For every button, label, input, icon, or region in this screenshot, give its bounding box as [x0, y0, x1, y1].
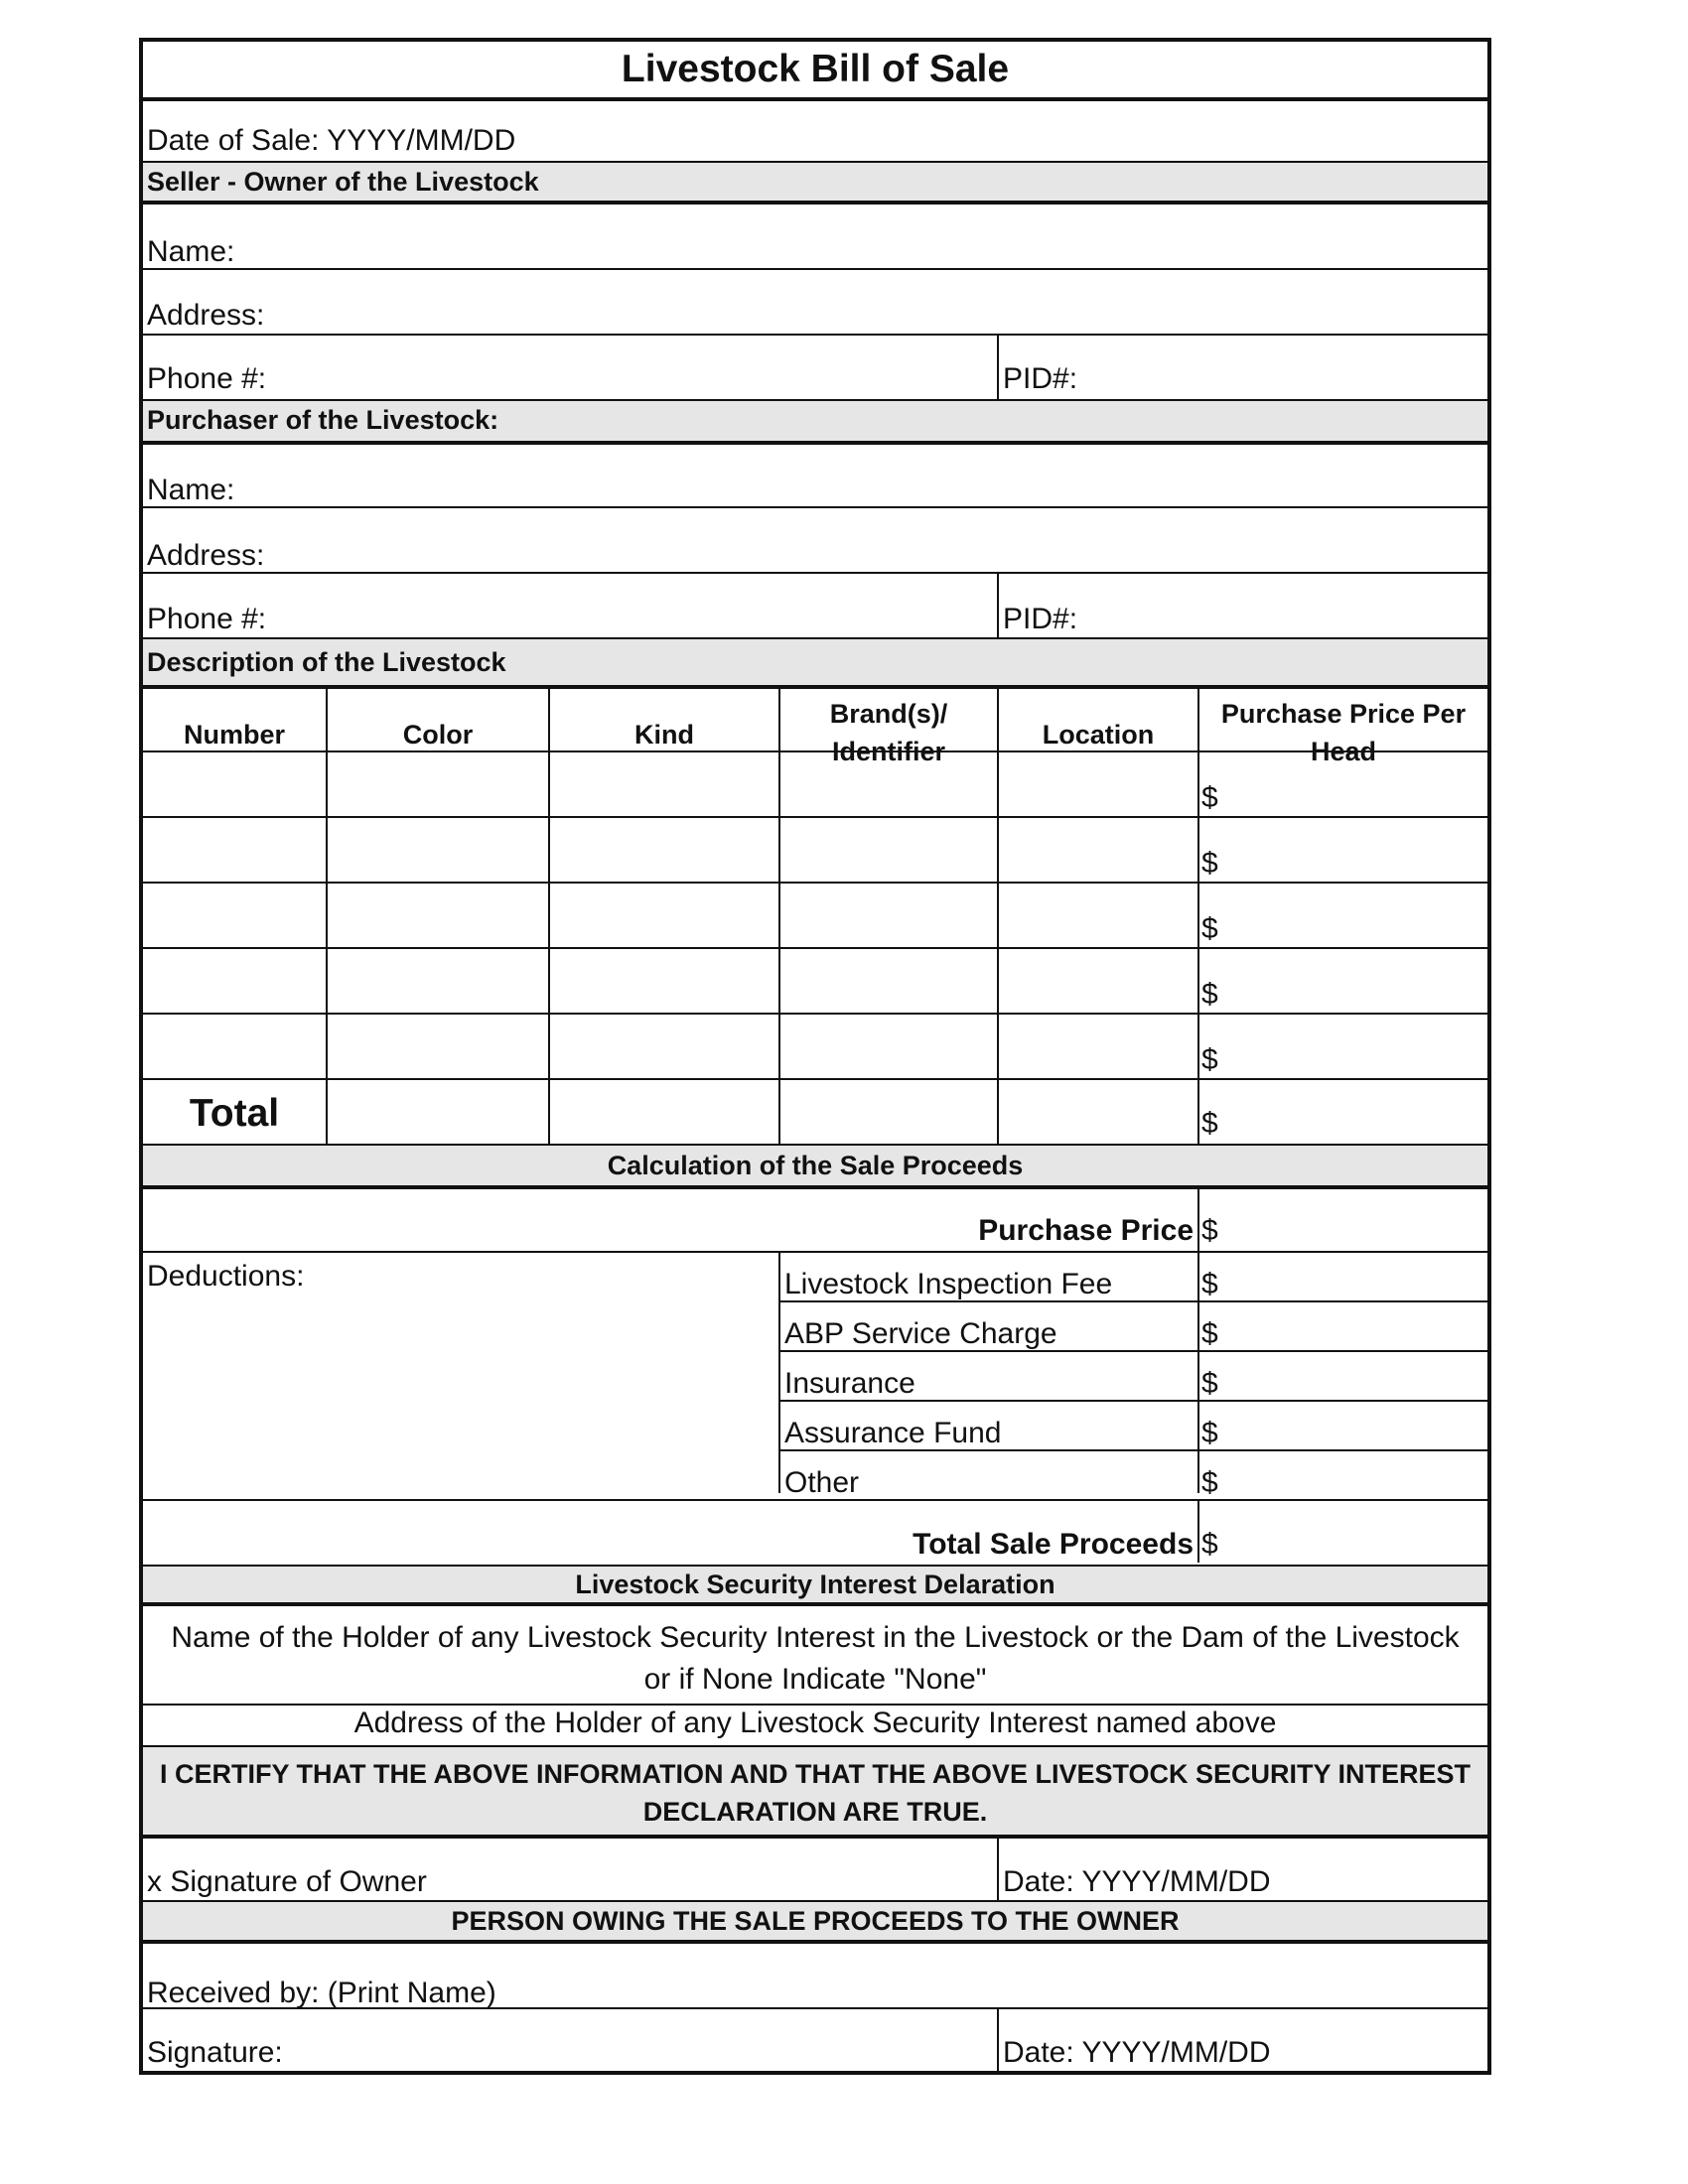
- calculation-header-label: Calculation of the Sale Proceeds: [607, 1151, 1024, 1180]
- owner-signature-label: x Signature of Owner: [147, 1865, 427, 1898]
- row4-location-input[interactable]: [1001, 951, 1196, 1011]
- col-header-brand-line2: Identifier: [831, 737, 945, 766]
- deduction-insurance-input[interactable]: [1225, 1354, 1483, 1398]
- total-sale-proceeds-currency: $: [1201, 1528, 1218, 1561]
- row3-brand-input[interactable]: [782, 886, 995, 945]
- receipt-date-label: Date: YYYY/MM/DD: [1003, 2036, 1271, 2069]
- col-header-kind: Kind: [634, 720, 694, 750]
- row1-kind-input[interactable]: [552, 754, 776, 814]
- seller-section-header: [143, 163, 1487, 201]
- deduction-item-inspection: Livestock Inspection Fee: [784, 1268, 1113, 1300]
- seller-pid-label: PID#:: [1003, 362, 1078, 395]
- row5-brand-input[interactable]: [782, 1017, 995, 1076]
- col-header-number: Number: [183, 720, 285, 750]
- deduction-inspection-currency: $: [1201, 1268, 1218, 1300]
- row5-number-input[interactable]: [145, 1017, 324, 1076]
- deduction-inspection-input[interactable]: [1225, 1255, 1483, 1298]
- receipt-section-header: [143, 1902, 1487, 1940]
- bill-of-sale-form: [139, 38, 1491, 2075]
- deduction-assurance-currency: $: [1201, 1417, 1218, 1449]
- description-header-label: Description of the Livestock: [147, 647, 506, 677]
- total-kind-input[interactable]: [552, 1082, 776, 1142]
- total-sale-proceeds-label: Total Sale Proceeds: [913, 1528, 1194, 1561]
- purchaser-pid-label: PID#:: [1003, 603, 1078, 635]
- row5-color-input[interactable]: [330, 1017, 546, 1076]
- row4-price-currency: $: [1201, 978, 1218, 1011]
- deduction-other-input[interactable]: [1225, 1453, 1483, 1493]
- received-by-input[interactable]: [500, 1948, 1483, 2003]
- deduction-abp-input[interactable]: [1225, 1304, 1483, 1348]
- total-brand-input[interactable]: [782, 1082, 995, 1142]
- security-holder-line2: or if None Indicate "None": [643, 1663, 987, 1696]
- col-header-color: Color: [402, 720, 474, 750]
- receipt-signature-label: Signature:: [147, 2036, 283, 2069]
- purchaser-address-input[interactable]: [272, 514, 1483, 570]
- seller-name-label: Name:: [147, 235, 235, 268]
- row3-color-input[interactable]: [330, 886, 546, 945]
- row5-kind-input[interactable]: [552, 1017, 776, 1076]
- purchaser-address-label: Address:: [147, 539, 265, 572]
- row1-color-input[interactable]: [330, 754, 546, 814]
- purchase-price-currency: $: [1201, 1214, 1218, 1247]
- certify-banner: [143, 1747, 1487, 1835]
- purchaser-phone-label: Phone #:: [147, 603, 267, 635]
- seller-name-input[interactable]: [252, 208, 1483, 264]
- deduction-item-abp: ABP Service Charge: [784, 1317, 1057, 1350]
- row2-brand-input[interactable]: [782, 820, 995, 880]
- total-price-input[interactable]: [1225, 1082, 1483, 1142]
- description-section-header: [143, 639, 1487, 685]
- row4-brand-input[interactable]: [782, 951, 995, 1011]
- col-header-price-line2: Head: [1310, 737, 1377, 766]
- row4-price-input[interactable]: [1225, 951, 1483, 1011]
- row1-brand-input[interactable]: [782, 754, 995, 814]
- received-by-label: Received by: (Print Name): [147, 1977, 496, 2009]
- row5-location-input[interactable]: [1001, 1017, 1196, 1076]
- row2-location-input[interactable]: [1001, 820, 1196, 880]
- row2-color-input[interactable]: [330, 820, 546, 880]
- row1-location-input[interactable]: [1001, 754, 1196, 814]
- purchase-price-label: Purchase Price: [978, 1214, 1194, 1247]
- security-section-header: [143, 1567, 1487, 1602]
- purchaser-pid-input[interactable]: [1096, 580, 1483, 635]
- row2-price-input[interactable]: [1225, 820, 1483, 880]
- date-of-sale-label: Date of Sale: YYYY/MM/DD: [147, 124, 516, 157]
- row2-number-input[interactable]: [145, 820, 324, 880]
- seller-phone-label: Phone #:: [147, 362, 267, 395]
- row2-kind-input[interactable]: [552, 820, 776, 880]
- row4-color-input[interactable]: [330, 951, 546, 1011]
- purchaser-section-header: [143, 401, 1487, 441]
- owner-signature-input[interactable]: [461, 1841, 987, 1896]
- row3-price-currency: $: [1201, 912, 1218, 945]
- deduction-abp-currency: $: [1201, 1317, 1218, 1350]
- purchaser-phone-input[interactable]: [272, 580, 987, 635]
- row3-kind-input[interactable]: [552, 886, 776, 945]
- calculation-section-header: [143, 1146, 1487, 1185]
- date-of-sale-input[interactable]: [540, 105, 1483, 159]
- col-header-location: Location: [1042, 720, 1155, 750]
- owner-date-label: Date: YYYY/MM/DD: [1003, 1865, 1271, 1898]
- receipt-signature-input[interactable]: [292, 2013, 987, 2069]
- row2-price-currency: $: [1201, 847, 1218, 880]
- row1-price-input[interactable]: [1225, 754, 1483, 814]
- row1-number-input[interactable]: [145, 754, 324, 814]
- purchaser-name-input[interactable]: [252, 449, 1483, 504]
- deductions-label: Deductions:: [147, 1260, 305, 1293]
- row3-location-input[interactable]: [1001, 886, 1196, 945]
- security-address-label: Address of the Holder of any Livestock Security Interest named above: [353, 1706, 1277, 1739]
- row4-number-input[interactable]: [145, 951, 324, 1011]
- col-header-brand-line1: Brand(s)/: [829, 699, 948, 729]
- seller-address-input[interactable]: [272, 274, 1483, 330]
- total-location-input[interactable]: [1001, 1082, 1196, 1142]
- seller-pid-input[interactable]: [1096, 340, 1483, 395]
- total-sale-proceeds-input[interactable]: [1225, 1505, 1483, 1561]
- total-label: Total: [189, 1092, 280, 1135]
- row5-price-input[interactable]: [1225, 1017, 1483, 1076]
- seller-address-label: Address:: [147, 299, 265, 332]
- seller-header-label: Seller - Owner of the Livestock: [147, 167, 539, 197]
- total-price-currency: $: [1201, 1107, 1218, 1140]
- seller-phone-input[interactable]: [272, 340, 987, 395]
- row5-price-currency: $: [1201, 1043, 1218, 1076]
- certify-line1: I CERTIFY THAT THE ABOVE INFORMATION AND THAT THE ABOVE LIVESTOCK SECURITY INTEREST: [159, 1759, 1472, 1789]
- total-color-input[interactable]: [330, 1082, 546, 1142]
- deduction-item-insurance: Insurance: [784, 1367, 915, 1400]
- deduction-insurance-currency: $: [1201, 1367, 1218, 1400]
- purchaser-header-label: Purchaser of the Livestock:: [147, 405, 499, 435]
- col-header-price-line1: Purchase Price Per: [1220, 699, 1467, 729]
- row4-kind-input[interactable]: [552, 951, 776, 1011]
- certify-line2: DECLARATION ARE TRUE.: [642, 1797, 988, 1827]
- deduction-item-other: Other: [784, 1466, 860, 1499]
- deduction-assurance-input[interactable]: [1225, 1404, 1483, 1447]
- row1-price-currency: $: [1201, 781, 1218, 814]
- receipt-header-label: PERSON OWING THE SALE PROCEEDS TO THE OWNER: [451, 1906, 1180, 1936]
- security-holder-line1: Name of the Holder of any Livestock Security Interest in the Livestock or the Dam of the Livestock: [171, 1621, 1460, 1654]
- purchase-price-input[interactable]: [1225, 1193, 1483, 1249]
- row3-price-input[interactable]: [1225, 886, 1483, 945]
- security-header-label: Livestock Security Interest Delaration: [575, 1570, 1055, 1599]
- deduction-item-assurance: Assurance Fund: [784, 1417, 1002, 1449]
- purchaser-name-label: Name:: [147, 474, 235, 506]
- page-title: Livestock Bill of Sale: [621, 48, 1010, 90]
- row3-number-input[interactable]: [145, 886, 324, 945]
- deduction-other-currency: $: [1201, 1466, 1218, 1499]
